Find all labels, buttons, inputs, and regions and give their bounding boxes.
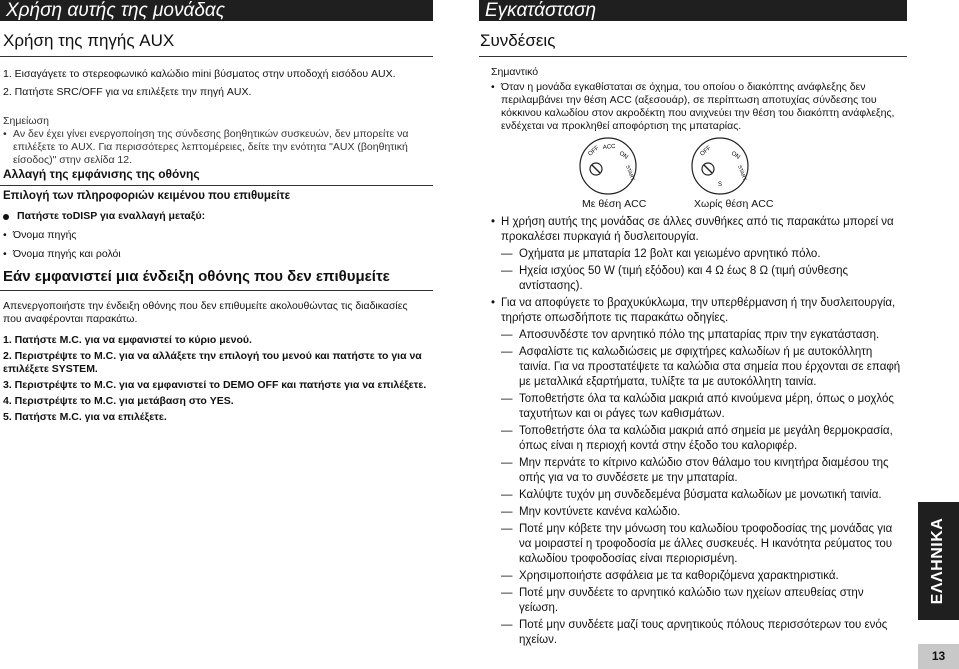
ignition-with-acc-label: Με θέση ACC (582, 198, 647, 210)
rule-dash: — Χρησιμοποιήστε ασφάλεια με τα καθοριζόμενα χαρακτηριστικά. (501, 570, 839, 582)
warning-heading: Εάν εμφανιστεί μια ένδειξη οθόνης που δεν επιθυμείτε (3, 268, 390, 285)
warning-intro: Απενεργοποιήστε την ένδειξη οθόνης που δεν επιθυμείτε ακολουθώντας τις διαδικασίες που αναφέρονται παρακάτω. (3, 300, 408, 325)
rule-dash: — Οχήματα με μπαταρία 12 βολτ και γειωμένο αρνητικό πόλο. (501, 248, 821, 260)
important-text: Όταν η μονάδα εγκαθίσταται σε όχημα, του οποίου ο διακόπτης ανάφλεξης δεν περιλαμβάνει την θέση ACC (αξεσουάρ), σε περίπτωση αποτυχίας σύνδεσης του κόκκινου καλωδίου στον ακροδέκτη που ανιχνεύει την θέση του διακόπτη ανάφλεξης, ενδέχεται να προκληθεί αποφόρτιση της μπαταρίας. (501, 81, 895, 132)
warning-steps (3, 334, 428, 424)
rule-dash-text: Ποτέ μην συνδέετε μαζί τους αρνητικούς πόλους περισσότερων του ενός ηχείων. (519, 619, 888, 646)
rule-dash: — Ποτέ μην κόβετε την μόνωση του καλωδίου τροφοδοσίας της μονάδας για να μοιραστεί η τροφοδοσία με άλλες συσκευές. Η ικανότητα ρεύματος του καλωδίου τροφοδοσίας είναι περιορισμένη. (501, 522, 901, 567)
aux-steps (3, 68, 428, 99)
language-side-tab (918, 502, 959, 620)
rule-dash-text: Ποτέ μην συνδέετε το αρνητικό καλώδιο των ηχείων απευθείας στην γείωση. (519, 587, 864, 614)
press-disp-line (3, 210, 428, 224)
switch-label-acc: ACC (602, 143, 616, 151)
warning-step-2: 2. Περιστρέψτε το M.C. για να αλλάξετε την επιλογή του μενού και πατήστε το για να επιλέξετε SYSTEM. (3, 350, 422, 375)
disp-option-text: Όνομα πηγής και ρολόι (13, 248, 121, 260)
right-page-heading: Συνδέσεις (480, 31, 556, 50)
left-page-heading: Χρήση της πηγής AUX (3, 31, 175, 50)
disp-block (3, 210, 428, 261)
rule-dash: — Ποτέ μην συνδέετε μαζί τους αρνητικούς πόλους περισσότερων του ενός ηχείων. (501, 618, 901, 648)
switch-label-start: START (736, 164, 748, 182)
left-section-bar: Χρήση αυτής της μονάδας (0, 0, 433, 21)
switch-label-on: ON (617, 150, 629, 161)
rule-dash-text: Ασφαλίστε τις καλωδιώσεις με σφιχτήρες καλωδίων ή με αυτοκόλλητη ταινία. Για να προστατέψετε τα καλώδια στα σημεία που έρχονται σε επαφή με μεταλλικά εξαρτήματα, τυλίξτε τα με αυτοκόλλητη ταινία. (519, 346, 901, 388)
disp-option: • Όνομα πηγής (3, 229, 77, 241)
rule-bullet-text: Για να αποφύγετε το βραχυκύκλωμα, την υπερθέρμανση ή την δυσλειτουργία, τηρήστε οπωσδήποτε τις παρακάτω οδηγίες. (501, 297, 896, 324)
step-dot-icon (3, 214, 9, 220)
rule-dash: — Μην περνάτε το κίτρινο καλώδιο στον θάλαμο του κινητήρα διαμέσου της οπής για να το συνδέσετε με την μπαταρία. (501, 456, 901, 486)
language-side-tab-label: ΕΛΛΗΝΙΚΑ (929, 517, 946, 605)
select-heading: Επιλογή των πληροφοριών κειμένου που επιθυμείτε (3, 190, 291, 202)
warning-step-3: 3. Περιστρέψτε το M.C. για να εμφανιστεί το DEMO OFF και πατήστε για να επιλέξετε. (3, 379, 427, 391)
connection-rules (491, 215, 901, 648)
rule-dash-text: Ηχεία ισχύος 50 W (τιμή εξόδου) και 4 Ω έως 8 Ω (τιμή σύνθεσης αντίστασης). (519, 265, 849, 292)
switch-label-off: OFF (699, 145, 713, 158)
rule-dash: — Τοποθετήστε όλα τα καλώδια μακριά από σημεία με μεγάλη θερμοκρασία, όπως είναι η περιοχή κοντά στην έξοδο του καλοριφέρ. (501, 424, 901, 454)
rule-dash-text: Μην περνάτε το κίτρινο καλώδιο στον θάλαμο του κινητήρα διαμέσου της οπής για να το συνδέσετε με την μπαταρία. (519, 457, 889, 484)
rule-bullet: • Η χρήση αυτής της μονάδας σε άλλες συνθήκες από τις παρακάτω μπορεί να προκαλέσει πυρκαγιά ή δυσλειτουργία. (491, 215, 901, 245)
rule-dash: — Τοποθετήστε όλα τα καλώδια μακριά από κινούμενα μέρη, όπως ο μοχλός ταχυτήτων και οι ράγες των καθισμάτων. (501, 392, 901, 422)
rule-dash-text: Τοποθετήστε όλα τα καλώδια μακριά από σημεία με μεγάλη θερμοκρασία, όπως είναι η περιοχή κοντά στην έξοδο του καλοριφέρ. (519, 425, 893, 452)
rule-dash-text: Οχήματα με μπαταρία 12 βολτ και γειωμένο αρνητικό πόλο. (519, 248, 821, 260)
press-disp-text: Πατήστε τοDISP για εναλλαγή μεταξύ: (17, 210, 206, 222)
disp-option-text: Όνομα πηγής (13, 229, 77, 241)
note-item-text: Αν δεν έχει γίνει ενεργοποίηση της σύνδεσης βοηθητικών συσκευών, δεν μπορείτε να επιλέξετε το AUX. Για περισσότερες λεπτομέρειες, δείτε την ενότητα "AUX (βοηθητική είσοδος)" στην σελίδα 12. (13, 128, 409, 166)
note-title: Σημείωση (3, 115, 49, 127)
rule-dash: — Καλύψτε τυχόν μη συνδεδεμένα βύσματα καλωδίων με μονωτική ταινία. (501, 489, 882, 501)
rule-dash: — Αποσυνδέστε τον αρνητικό πόλο της μπαταρίας πριν την εγκατάσταση. (501, 329, 880, 341)
warning-step-5: 5. Πατήστε M.C. για να επιλέξετε. (3, 411, 167, 423)
ignition-without-acc-label: Χωρίς θέση ACC (694, 198, 774, 210)
left-heading-rule (0, 56, 433, 57)
rule-dash-text: Αποσυνδέστε τον αρνητικό πόλο της μπαταρίας πριν την εγκατάσταση. (519, 329, 880, 341)
switch-label-on: ON (729, 150, 741, 161)
switch-label-s: S (718, 182, 723, 188)
aux-step-2: 2. Πατήστε SRC/OFF για να επιλέξετε την πηγή AUX. (3, 86, 252, 98)
rule-dash-text: Καλύψτε τυχόν μη συνδεδεμένα βύσματα καλωδίων με μονωτική ταινία. (519, 489, 882, 501)
switch-label-off: OFF (587, 145, 601, 158)
right-section-bar: Εγκατάσταση (479, 0, 907, 21)
rule-dash: — Ηχεία ισχύος 50 W (τιμή εξόδου) και 4 Ω έως 8 Ω (τιμή σύνθεσης αντίστασης). (501, 264, 901, 294)
display-heading: Αλλαγή της εμφάνισης της οθόνης (3, 167, 200, 181)
aux-step-1: 1. Εισαγάγετε το στερεοφωνικό καλώδιο mini βύσματος στην υποδοχή εισόδου AUX. (3, 68, 396, 80)
rule-dash-text: Χρησιμοποιήστε ασφάλεια με τα καθοριζόμενα χαρακτηριστικά. (519, 570, 839, 582)
warning-step-1: 1. Πατήστε M.C. για να εμφανιστεί το κύριο μενού. (3, 334, 252, 346)
warning-step-4: 4. Περιστρέψτε το M.C. για μετάβαση στο YES. (3, 395, 234, 407)
page-number: 13 (918, 644, 959, 669)
important-item: • Όταν η μονάδα εγκαθίσταται σε όχημα, του οποίου ο διακόπτης ανάφλεξης δεν περιλαμβάνει την θέση ACC (αξεσουάρ), σε περίπτωση αποτυχίας σύνδεσης του κόκκινου καλωδίου στον ακροδέκτη που ανιχνεύει την θέση του διακόπτη ανάφλεξης, ενδέχεται να προκληθεί αποφόρτιση της μπαταρίας. (491, 81, 901, 133)
warning-rule (0, 290, 433, 291)
note-item: • Αν δεν έχει γίνει ενεργοποίηση της σύνδεσης βοηθητικών συσκευών, δεν μπορείτε να επιλέξετε το AUX. Για περισσότερες λεπτομέρειες, δείτε την ενότητα "AUX (βοηθητική είσοδος)" στην σελίδα 12. (3, 128, 423, 167)
rule-bullet: • Για να αποφύγετε το βραχυκύκλωμα, την υπερθέρμανση ή την δυσλειτουργία, τηρήστε οπωσδήποτε τις παρακάτω οδηγίες. (491, 296, 901, 326)
rule-dash-text: Μην κοντύνετε κανένα καλώδιο. (519, 506, 681, 518)
important-block (491, 66, 901, 133)
ignition-without-acc-diagram (688, 136, 752, 196)
rule-bullet-text: Η χρήση αυτής της μονάδας σε άλλες συνθήκες από τις παρακάτω μπορεί να προκαλέσει πυρκαγιά ή δυσλειτουργία. (501, 216, 894, 243)
rule-dash: — Ποτέ μην συνδέετε το αρνητικό καλώδιο των ηχείων απευθείας στην γείωση. (501, 586, 901, 616)
ignition-with-acc-diagram (576, 136, 640, 196)
switch-label-start: START (624, 164, 636, 182)
display-rule (0, 185, 433, 186)
disp-option: • Όνομα πηγής και ρολόι (3, 248, 121, 260)
rule-dash: — Μην κοντύνετε κανένα καλώδιο. (501, 506, 681, 518)
rule-dash-text: Ποτέ μην κόβετε την μόνωση του καλωδίου τροφοδοσίας της μονάδας για να μοιραστεί η τροφοδοσία με άλλες συσκευές. Η ικανότητα ρεύματος του καλωδίου τροφοδοσίας είναι περιορισμένη. (519, 523, 893, 565)
important-title: Σημαντικό (491, 66, 539, 78)
rule-dash: — Ασφαλίστε τις καλωδιώσεις με σφιχτήρες καλωδίων ή με αυτοκόλλητη ταινία. Για να προστατέψετε τα καλώδια στα σημεία που έρχονται σε επαφή με μεταλλικά εξαρτήματα, τυλίξτε τα με αυτοκόλλητη ταινία. (501, 346, 901, 388)
rule-dash-text: Τοποθετήστε όλα τα καλώδια μακριά από κινούμενα μέρη, όπως ο μοχλός ταχυτήτων και οι ράγες των καθισμάτων. (519, 393, 894, 420)
note-block (3, 115, 423, 167)
right-heading-rule (479, 56, 907, 57)
